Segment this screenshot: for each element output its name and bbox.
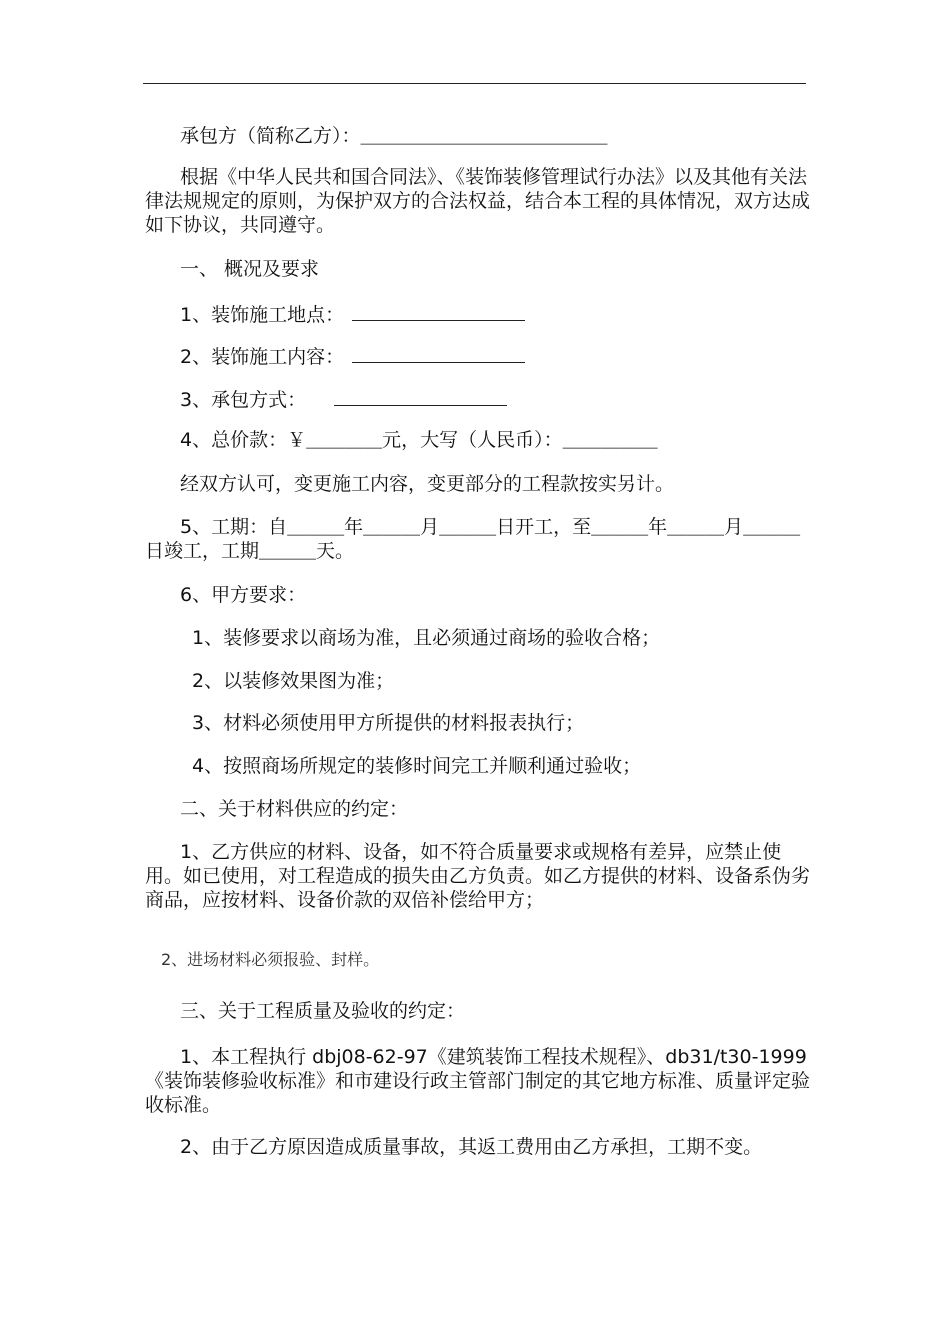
requirement-1: 1、装修要求以商场为准，且必须通过商场的验收合格；: [192, 627, 661, 649]
section1-item2: [180, 342, 525, 369]
requirement-3: 3、材料必须使用甲方所提供的材料报表执行；: [192, 712, 585, 734]
item2-blank: [352, 342, 525, 363]
section1-item6-heading: 6、甲方要求：: [180, 584, 307, 606]
contractor-line: 承包方（简称乙方）：＿＿＿＿＿＿＿＿＿＿＿＿＿: [180, 125, 608, 147]
section2-item1: 1、乙方供应的材料、设备，如不符合质量要求或规格有差异，应禁止使用。如已使用，对工程造成的损失由乙方负责。如乙方提供的材料、设备系伪劣商品，应按材料、设备价款的双倍补偿给甲方；: [145, 841, 811, 911]
section1-item1: [180, 300, 525, 327]
item1-blank: [352, 300, 525, 321]
section3-item1: 1、本工程执行 dbj08-62-97《建筑装饰工程技术规程》、db31/t30-1999《装饰装修验收标准》和市建设行政主管部门制定的其它地方标准、质量评定验收标准。: [145, 1046, 811, 1116]
section1-item4: 4、总价款：￥＿＿＿＿元，大写（人民币）：＿＿＿＿＿: [180, 429, 658, 451]
item1-label: 1、装饰施工地点：: [180, 304, 345, 326]
header-rule: [143, 83, 806, 84]
section1-item3: [180, 385, 507, 412]
section3-item2: 2、由于乙方原因造成质量事故，其返工费用由乙方承担，工期不变。: [180, 1136, 763, 1158]
item3-blank: [334, 385, 507, 406]
item3-label: 3、承包方式：: [180, 389, 307, 411]
change-note: 经双方认可，变更施工内容，变更部分的工程款按实另计。: [180, 473, 675, 495]
section1-heading: 一、 概况及要求: [180, 258, 320, 280]
section2-item2: 2、进场材料必须报验、封样。: [161, 950, 380, 969]
section1-item5: 5、工期：自＿＿＿年＿＿＿月＿＿＿日开工，至＿＿＿年＿＿＿月＿＿＿日竣工，工期＿＿＿天。: [145, 516, 801, 562]
section3-heading: 三、关于工程质量及验收的约定：: [180, 1000, 466, 1022]
section2-heading: 二、关于材料供应的约定：: [180, 798, 409, 820]
intro-paragraph: 根据《中华人民共和国合同法》、《装饰装修管理试行办法》以及其他有关法律法规规定的原则，为保护双方的合法权益，结合本工程的具体情况，双方达成如下协议，共同遵守。: [145, 166, 811, 236]
requirement-4: 4、按照商场所规定的装修时间完工并顺利通过验收；: [192, 755, 642, 777]
item2-label: 2、装饰施工内容：: [180, 346, 345, 368]
requirement-2: 2、以装修效果图为准；: [192, 670, 395, 692]
